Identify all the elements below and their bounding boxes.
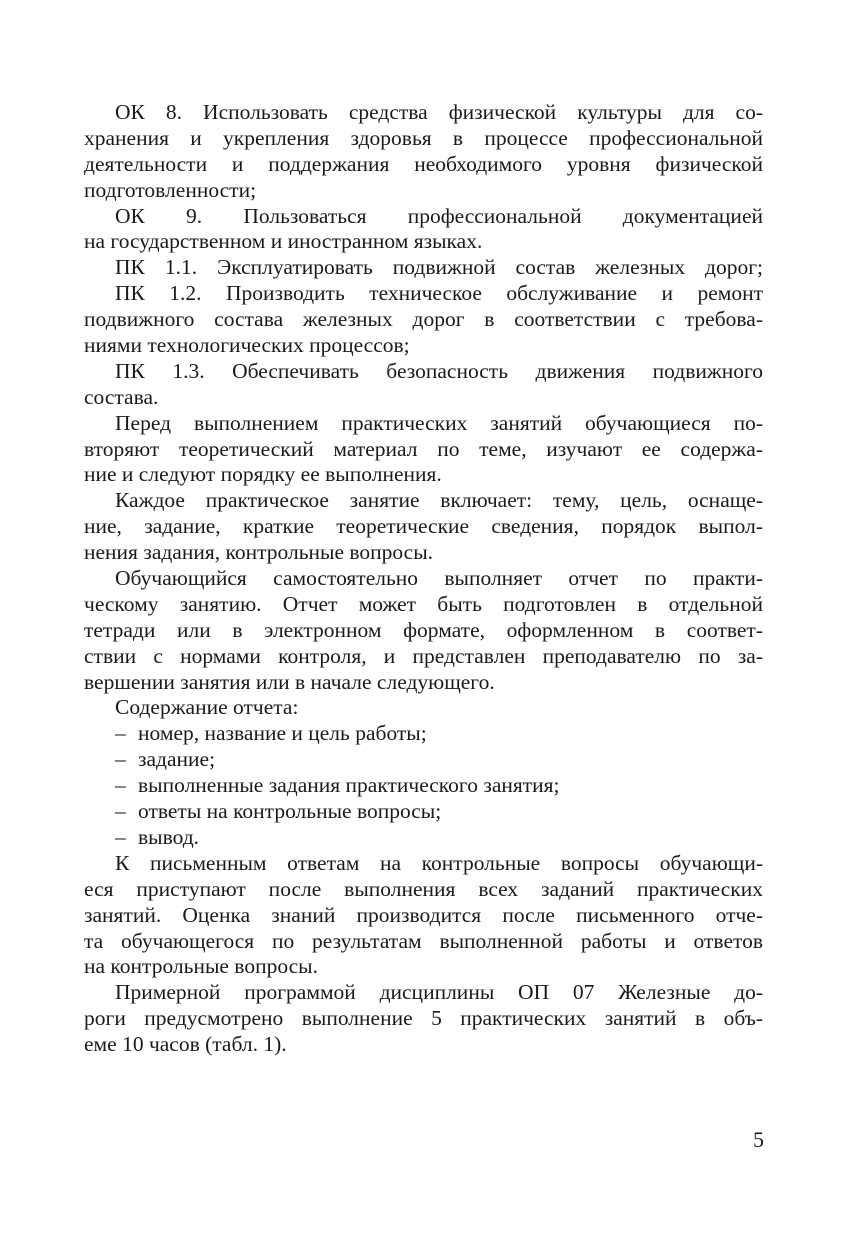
- paragraph-pk13: [84, 359, 763, 411]
- report-contents-list: [84, 721, 763, 850]
- text-line: Содержание отчета:: [115, 695, 299, 720]
- text-line: хранения и укрепления здоровья в процессе профессиональной: [84, 125, 763, 150]
- paragraph-program: [84, 980, 763, 1058]
- paragraph-each-practice: [84, 488, 763, 566]
- text-line: еме 10 часов (табл. 1).: [84, 1032, 287, 1057]
- list-item-text: задание;: [138, 747, 216, 772]
- text-line: занятий. Оценка знаний производится после письменного отче-: [84, 902, 763, 927]
- list-item: [84, 747, 763, 773]
- paragraph-ok8: [84, 100, 763, 204]
- text-line: на государственном и иностранном языках.: [84, 229, 483, 254]
- page-body: [84, 100, 763, 1058]
- text-line: еся приступают после выполнения всех заданий практических: [84, 876, 763, 901]
- paragraph-written-answers: [84, 851, 763, 980]
- text-line: К письменным ответам на контрольные вопросы обучающи-: [115, 850, 763, 875]
- dash-bullet: –: [115, 824, 126, 849]
- list-item: [84, 825, 763, 851]
- text-line: роги предусмотрено выполнение 5 практических занятий в объ-: [84, 1006, 763, 1031]
- list-item-text: номер, название и цель работы;: [138, 721, 427, 746]
- list-item-text: выполненные задания практического занятия;: [138, 773, 560, 798]
- text-line: ПК 1.1. Эксплуатировать подвижной состав железных дорог;: [115, 255, 763, 280]
- paragraph-report-contents: [84, 695, 763, 721]
- dash-bullet: –: [115, 799, 126, 824]
- text-line: Примерной программой дисциплины ОП 07 Железные до-: [115, 980, 763, 1005]
- text-line: нения задания, контрольные вопросы.: [84, 540, 434, 565]
- text-line: состава.: [84, 384, 159, 409]
- paragraph-report: [84, 566, 763, 695]
- list-item: [84, 799, 763, 825]
- list-item: [84, 773, 763, 799]
- paragraph-before-practice: [84, 411, 763, 489]
- text-line: тетради или в электронном формате, оформленном в соответ-: [84, 617, 763, 642]
- text-line: та обучающегося по результатам выполненной работы и ответов: [84, 928, 763, 953]
- text-line: Перед выполнением практических занятий обучающиеся по-: [115, 410, 763, 435]
- paragraph-pk11: [84, 255, 763, 281]
- page-number: 5: [753, 1127, 764, 1152]
- paragraph-pk12: [84, 281, 763, 359]
- dash-bullet: –: [115, 721, 126, 746]
- list-item: [84, 721, 763, 747]
- text-line: Каждое практическое занятие включает: тему, цель, оснаще-: [115, 488, 763, 513]
- text-line: ческому занятию. Отчет может быть подготовлен в отдельной: [84, 591, 763, 616]
- text-line: ниями технологических процессов;: [84, 333, 410, 358]
- paragraph-ok9: [84, 204, 763, 256]
- text-line: вершении занятия или в начале следующего.: [84, 669, 495, 694]
- text-line: вторяют теоретический материал по теме, изучают ее содержа-: [84, 436, 763, 461]
- text-line: ОК 9. Пользоваться профессиональной документацией: [115, 203, 763, 228]
- list-item-text: ответы на контрольные вопросы;: [138, 799, 442, 824]
- text-line: деятельности и поддержания необходимого уровня физической: [84, 151, 763, 176]
- text-line: подвижного состава железных дорог в соответствии с требова-: [84, 307, 763, 332]
- list-item-text: вывод.: [138, 824, 200, 849]
- text-line: ние и следуют порядку ее выполнения.: [84, 462, 442, 487]
- text-line: ние, задание, краткие теоретические сведения, порядок выпол-: [84, 514, 763, 539]
- text-line: ПК 1.3. Обеспечивать безопасность движения подвижного: [115, 358, 763, 383]
- text-line: на контрольные вопросы.: [84, 954, 318, 979]
- text-line: ОК 8. Использовать средства физической культуры для со-: [115, 100, 763, 124]
- text-line: подготовленности;: [84, 177, 257, 202]
- text-line: Обучающийся самостоятельно выполняет отчет по практи-: [115, 566, 763, 591]
- dash-bullet: –: [115, 747, 126, 772]
- dash-bullet: –: [115, 773, 126, 798]
- text-line: ПК 1.2. Производить техническое обслуживание и ремонт: [115, 281, 763, 306]
- text-line: ствии с нормами контроля, и представлен преподавателю по за-: [84, 643, 763, 668]
